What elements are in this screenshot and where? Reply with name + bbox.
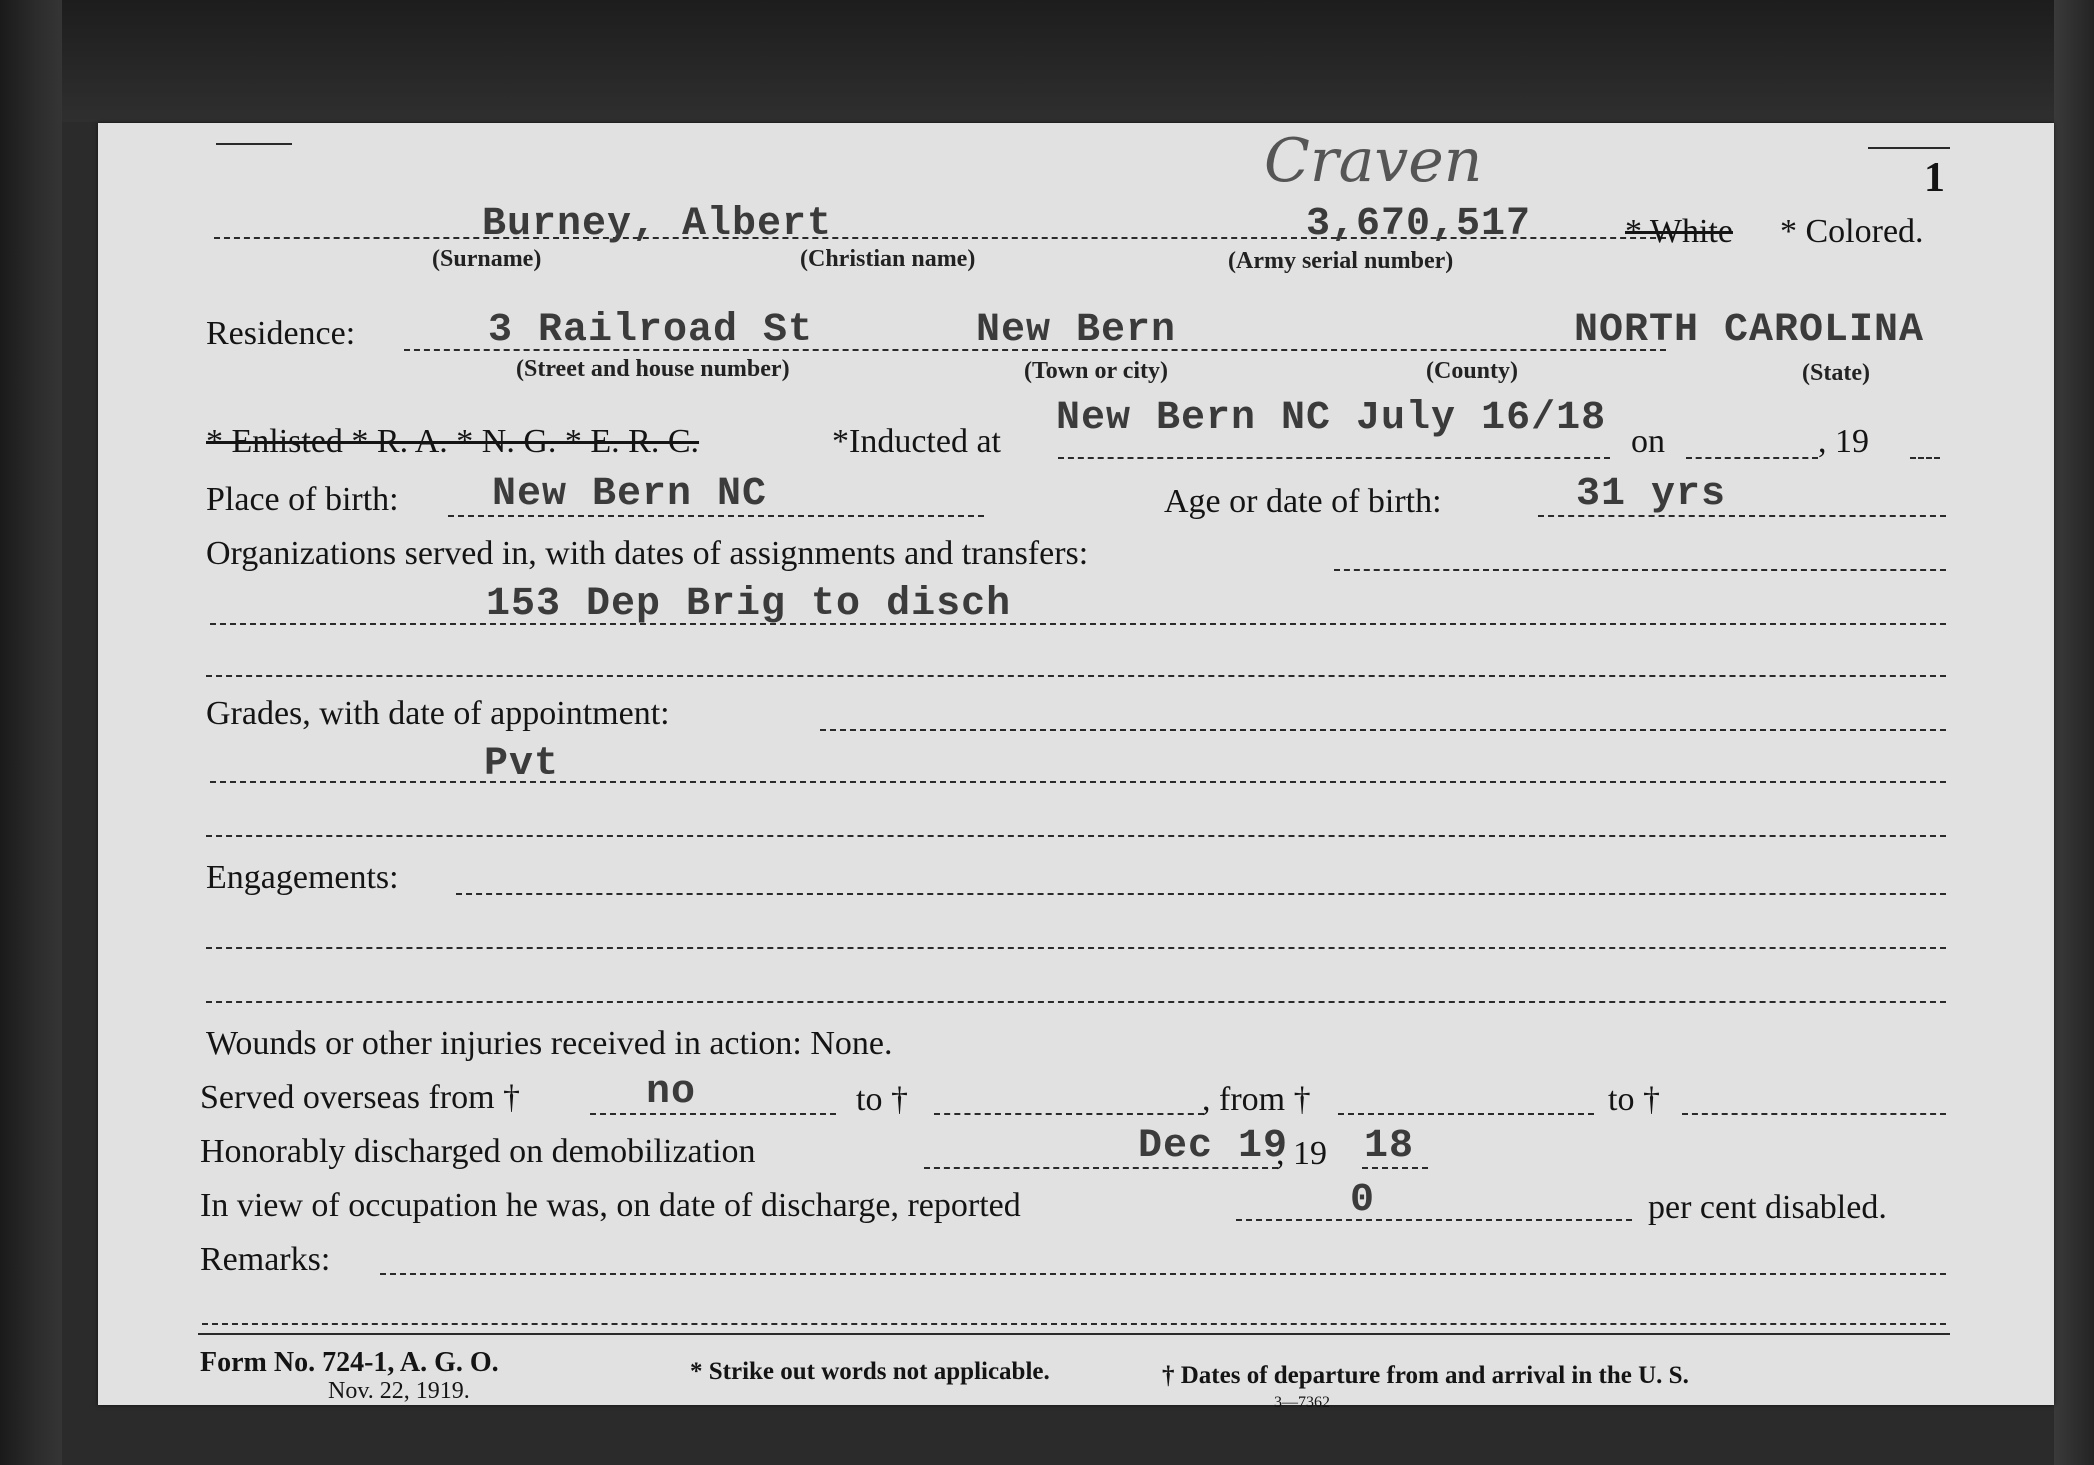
place-of-birth-label: Place of birth:	[206, 481, 399, 518]
street-value: 3 Railroad St	[488, 308, 814, 353]
print-code: 3—7362	[1274, 1394, 1330, 1411]
top-left-rule	[216, 143, 292, 145]
age-value: 31 yrs	[1576, 472, 1727, 517]
scanner-background-left	[0, 0, 62, 1465]
age-label: Age or date of birth:	[1164, 483, 1442, 520]
serial-caption: (Army serial number)	[1228, 248, 1454, 274]
scanner-background-right	[2054, 0, 2094, 1465]
discharge-label: Honorably discharged on demobilization	[200, 1133, 756, 1170]
white-label: * White	[1625, 213, 1733, 250]
engagements-line-3	[206, 1001, 1946, 1003]
disability-value: 0	[1350, 1178, 1376, 1223]
inducted-value: New Bern NC July 16/18	[1056, 396, 1607, 441]
remarks-label: Remarks:	[200, 1241, 331, 1278]
grades-line-3	[206, 835, 1946, 837]
engagements-line-2	[206, 947, 1946, 949]
street-caption: (Street and house number)	[516, 356, 790, 382]
town-caption: (Town or city)	[1024, 358, 1168, 384]
name-value: Burney, Albert	[482, 202, 833, 247]
serial-value: 3,670,517	[1306, 202, 1532, 247]
handwritten-county-note: Craven	[1264, 126, 1483, 196]
discharge-date-value: Dec 19	[1138, 1124, 1289, 1169]
overseas-to2-line	[1682, 1113, 1946, 1115]
overseas-from-label: Served overseas from †	[200, 1079, 521, 1116]
organizations-value: 153 Dep Brig to disch	[486, 582, 1012, 627]
top-right-rule	[1868, 147, 1950, 149]
grades-value: Pvt	[484, 742, 560, 787]
overseas-from2-line	[1338, 1113, 1594, 1115]
scanner-background-top	[0, 0, 2094, 122]
christian-name-caption: (Christian name)	[800, 246, 976, 272]
year-line	[1910, 457, 1940, 459]
disability-line	[1236, 1219, 1632, 1221]
discharge-year-prefix: , 19	[1276, 1135, 1327, 1172]
town-value: New Bern	[976, 308, 1177, 353]
colored-label: * Colored.	[1780, 213, 1924, 250]
place-of-birth-value: New Bern NC	[492, 472, 768, 517]
grades-line-1	[820, 729, 1946, 731]
disability-label: In view of occupation he was, on date of discharge, reported	[200, 1187, 1021, 1224]
organizations-line-2	[210, 623, 1946, 625]
card-number: 1	[1924, 155, 1945, 201]
inducted-line	[1058, 457, 1610, 459]
overseas-from-line	[590, 1113, 836, 1115]
on-label: on	[1631, 423, 1665, 460]
dates-note: † Dates of departure from and arrival in the U. S.	[1162, 1362, 1689, 1389]
enlisted-struck-label: * Enlisted * R. A. * N. G. * E. R. C.	[206, 423, 700, 460]
remarks-line-1	[380, 1273, 1946, 1275]
form-number: Form No. 724-1, A. G. O.	[200, 1347, 499, 1378]
remarks-line-2	[202, 1323, 1946, 1325]
state-value: NORTH CAROLINA	[1574, 308, 1925, 353]
discharge-year-value: 18	[1364, 1124, 1415, 1169]
engagements-line-1	[456, 893, 1946, 895]
organizations-line-1	[1334, 569, 1946, 571]
overseas-to-line	[934, 1113, 1204, 1115]
footer-rule	[198, 1333, 1950, 1335]
overseas-from2-label: , from †	[1202, 1081, 1311, 1118]
disability-suffix: per cent disabled.	[1648, 1189, 1887, 1226]
year-label: , 19	[1818, 423, 1869, 460]
overseas-from-value: no	[646, 1070, 697, 1115]
residence-label: Residence:	[206, 315, 356, 352]
engagements-label: Engagements:	[206, 859, 399, 896]
organizations-label: Organizations served in, with dates of assignments and transfers:	[206, 535, 1089, 572]
overseas-to2-label: to †	[1608, 1081, 1660, 1118]
wounds-label: Wounds or other injuries received in action: None.	[206, 1025, 893, 1062]
surname-caption: (Surname)	[432, 246, 542, 272]
overseas-to-label: to †	[856, 1081, 908, 1118]
service-record-card	[98, 123, 2054, 1411]
state-caption: (State)	[1802, 360, 1870, 386]
strike-note: * Strike out words not applicable.	[690, 1358, 1050, 1385]
organizations-line-3	[206, 675, 1946, 677]
grades-line-2	[210, 781, 1946, 783]
grades-label: Grades, with date of appointment:	[206, 695, 670, 732]
on-line	[1686, 457, 1818, 459]
inducted-label: *Inducted at	[832, 423, 1001, 460]
county-caption: (County)	[1426, 358, 1519, 384]
form-date: Nov. 22, 1919.	[328, 1378, 470, 1404]
